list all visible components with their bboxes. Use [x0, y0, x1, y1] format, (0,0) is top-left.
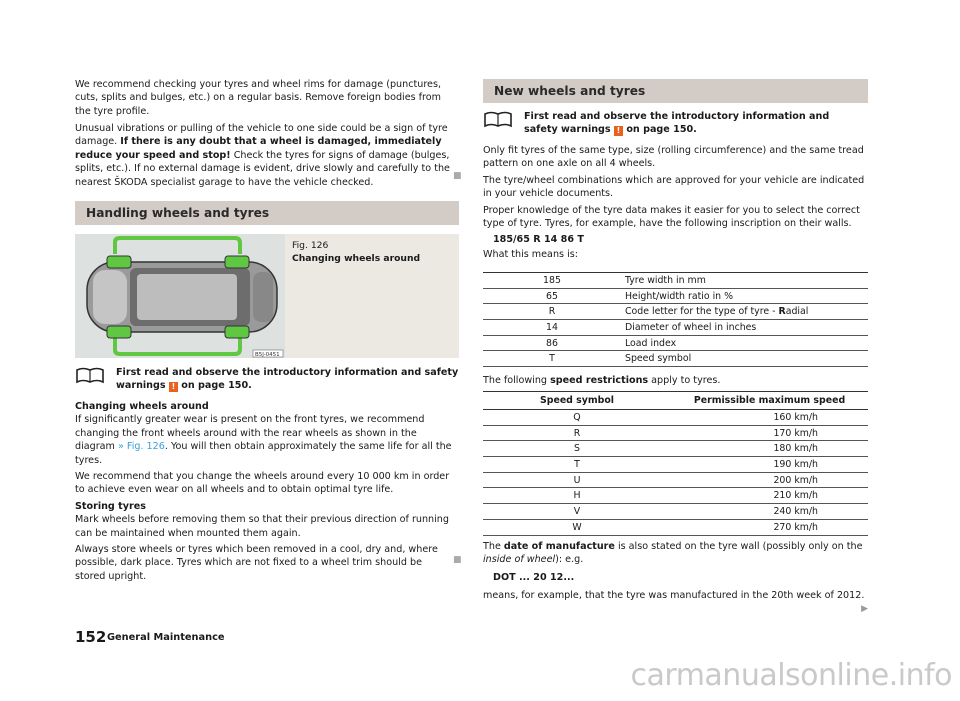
car-wheel-rotation-diagram: [75, 234, 285, 358]
continue-arrow-icon: ▶: [861, 603, 868, 614]
heading-changing-wheels: Changing wheels around: [75, 401, 209, 412]
table-row: 86 Load index: [483, 335, 868, 351]
tyre-inscription: 185/65 R 14 86 T: [493, 234, 584, 246]
figure-number: Fig. 126: [292, 240, 329, 251]
approved-paragraph: The tyre/wheel combinations which are approved for your vehicle are indicated in your vehicle documents.: [483, 174, 865, 200]
what-means-label: What this means is:: [483, 248, 578, 260]
note-text: First read and observe the introductory information and safety warnings ! on page 150.: [116, 367, 459, 392]
vibration-paragraph: Unusual vibrations or pulling of the vehicle to one side could be a sign of tyre damage. If there is any doubt that a wheel is damaged, immediately reduce your speed and stop! Check the tyres for signs of damage (bulges, splits, etc.). If no external damage is evident, drive slowly and carefully to the nearest ŠKODA specialist garage to have the vehicle checked.: [75, 123, 450, 188]
note-text-right: First read and observe the introductory information and safety warnings ! on page 150.: [524, 111, 830, 136]
watermark: carmanualsonline.info: [630, 658, 952, 693]
figure-caption: [292, 240, 420, 265]
figure-126: [75, 234, 459, 358]
safety-note-right: [483, 110, 868, 140]
table-row: 65 Height/width ratio in %: [483, 288, 868, 304]
table-row: T Speed symbol: [483, 351, 868, 367]
manufacture-date-paragraph: The date of manufacture is also stated on the tyre wall (possibly only on the inside of wheel): e.g.: [483, 541, 863, 566]
section-title-right: New wheels and tyres: [494, 84, 646, 98]
table-row: 185 Tyre width in mm: [483, 273, 868, 289]
table-row: Q 160 km/h: [483, 410, 868, 426]
speed-symbol-table: [483, 391, 868, 536]
right-body: [483, 144, 868, 261]
table-row: H 210 km/h: [483, 488, 868, 504]
tyre-check-paragraph: We recommend checking your tyres and wheel rims for damage (punctures, cuts, splits and bulges, etc.) on a regular basis. Remove foreign bodies from the tyre profile.: [75, 79, 442, 117]
table-row: 14 Diameter of wheel in inches: [483, 320, 868, 336]
fig-reference-link[interactable]: » Fig. 126: [117, 441, 165, 453]
chapter-title: General Maintenance: [107, 632, 225, 643]
table-header-row: Speed symbol Permissible maximum speed: [483, 392, 868, 410]
safety-note-left: [75, 366, 459, 396]
manufacture-date-block: [483, 540, 868, 616]
page-number: 152: [75, 628, 107, 646]
warning-icon: !: [169, 382, 178, 392]
dot-code: DOT ... 20 12...: [493, 571, 575, 583]
storing-paragraph-1: Mark wheels before removing them so that their previous direction of running can be maintained when mounted them again.: [75, 514, 449, 539]
section-end-mark-2: ■: [453, 555, 462, 565]
tyre-code-table: [483, 272, 868, 367]
tyre-data-paragraph: Proper knowledge of the tyre data makes it easier for you to select the correct type of tyre. Tyres, for example, have the following inscription on their walls.: [483, 204, 860, 230]
section-title: Handling wheels and tyres: [86, 206, 270, 220]
speed-restrictions-paragraph: The following speed restrictions apply to tyres.: [483, 375, 721, 386]
section-bar-handling: [75, 201, 459, 225]
book-icon: [75, 366, 105, 384]
storing-paragraph-2: Always store wheels or tyres which been removed in a cool, dry and, where possible, dark place. Tyres which are not fixed to a wheel trim should be stored upright.: [75, 544, 438, 582]
table-row: V 240 km/h: [483, 504, 868, 520]
change-interval-paragraph: We recommend that you change the wheels around every 10 000 km in order to achieve even wear on all wheels and to obtain optimal tyre life.: [75, 471, 450, 496]
car-topview-illustration: [75, 234, 285, 358]
table-row: R 170 km/h: [483, 425, 868, 441]
table-row: W 270 km/h: [483, 519, 868, 535]
figure-title: Changing wheels around: [292, 252, 421, 264]
book-icon: [483, 110, 513, 128]
warning-icon: !: [614, 126, 623, 136]
table-row: T 190 km/h: [483, 457, 868, 473]
section-bar-new-wheels: [483, 79, 868, 103]
figure-code: B5J-0451: [255, 352, 280, 358]
left-body: [75, 400, 459, 583]
changing-paragraph: If significantly greater wear is present on the front tyres, we recommend changing the front wheels around with the rear wheels as shown in the diagram » Fig. 126. You will then obtain approximately the same life for all the tyres.: [75, 414, 452, 466]
heading-storing-tyres: Storing tyres: [75, 500, 146, 512]
means-paragraph: means, for example, that the tyre was manufactured in the 20th week of 2012. ▶: [483, 589, 868, 602]
same-type-paragraph: Only fit tyres of the same type, size (rolling circumference) and the same tread pattern on one axle on all 4 wheels.: [483, 145, 864, 170]
section-end-mark: ■: [453, 171, 462, 181]
table-row: S 180 km/h: [483, 441, 868, 457]
table-row: R Code letter for the type of tyre - Radial: [483, 304, 868, 320]
table-row: U 200 km/h: [483, 472, 868, 488]
